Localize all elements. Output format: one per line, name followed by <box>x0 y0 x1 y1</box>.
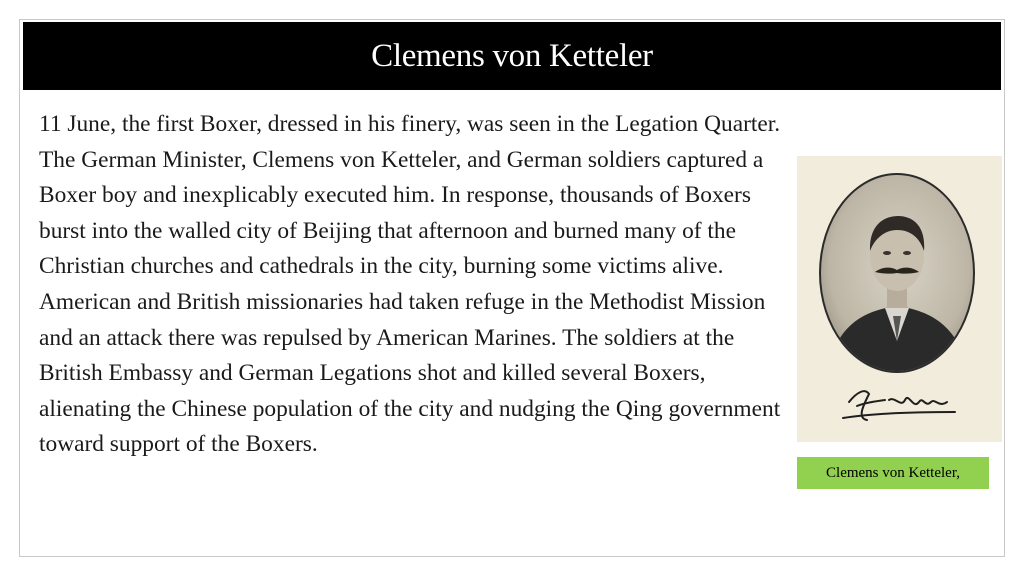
title-bar <box>23 22 1001 90</box>
slide-title: Clemens von Ketteler <box>371 37 653 74</box>
image-caption: Clemens von Ketteler, <box>797 457 989 489</box>
slide <box>19 19 1005 557</box>
portrait-photo <box>797 156 1002 442</box>
body-text: 11 June, the first Boxer, dressed in his finery, was seen in the Legation Quarter. The German Minister, Clemens von Ketteler, and German soldiers captured a Boxer boy and inexplicably executed him. In response, thousands of Boxers burst into the walled city of Beijing that afternoon and burned many of the Christian churches and cathedrals in the city, burning some victims alive. American and British missionaries had taken refuge in the Methodist Mission and an attack there was repulsed by American Marines. The soldiers at the British Embassy and German Legations shot and killed several Boxers, alienating the Chinese population of the city and nudging the Qing government toward support of the Boxers. <box>39 111 781 458</box>
